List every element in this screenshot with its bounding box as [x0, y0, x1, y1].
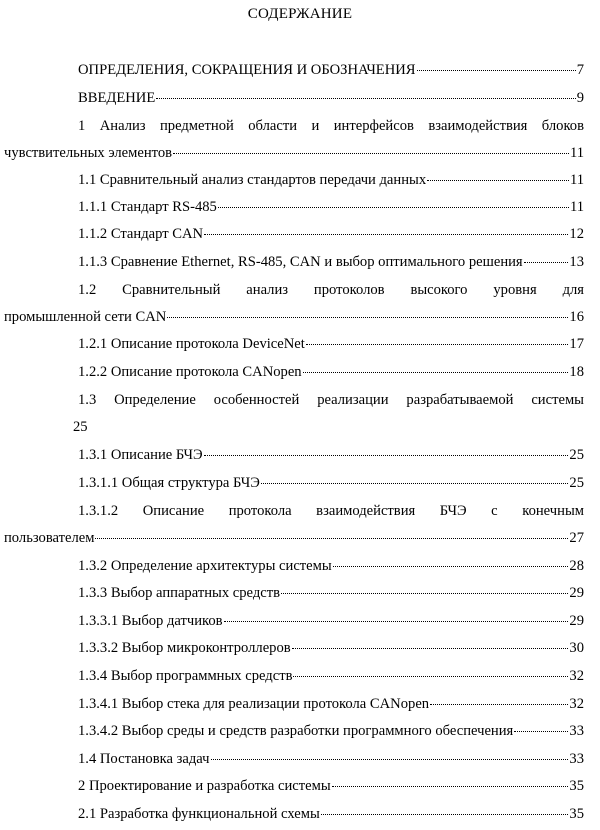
toc-entry-1-1-1[interactable] [78, 197, 584, 217]
toc-entry-text: 1.3.4 Выбор программных средств [78, 668, 293, 684]
leader-dots [427, 180, 569, 181]
leader-dots [204, 234, 568, 235]
toc-entry-text: 1.3.1.1 Общая структура БЧЭ [78, 475, 260, 491]
toc-entry-page: 28 [569, 558, 584, 574]
toc-entry-text: 2.1 Разработка функциональной схемы [78, 806, 320, 822]
leader-dots [156, 98, 575, 99]
leader-dots [306, 344, 569, 345]
toc-entry-1-1-3[interactable] [78, 252, 584, 272]
toc-entry-page: 32 [569, 668, 584, 684]
toc-entry-1-2-2[interactable] [78, 362, 584, 382]
toc-entry-section-1[interactable] [4, 143, 584, 163]
leader-dots [321, 814, 569, 815]
toc-entry-section-2[interactable] [78, 776, 584, 796]
leader-dots [332, 786, 569, 787]
leader-dots [261, 483, 569, 484]
leader-dots [95, 538, 568, 539]
toc-entry-page: 12 [569, 226, 584, 242]
leader-dots [224, 621, 569, 622]
toc-entry-page: 35 [569, 778, 584, 794]
toc-entry-page: 9 [576, 90, 584, 106]
toc-entry-1-3-4[interactable] [78, 666, 584, 686]
leader-dots [292, 648, 569, 649]
leader-dots [167, 317, 568, 318]
leader-dots [430, 704, 568, 705]
leader-dots [211, 759, 569, 760]
toc-entry-page: 32 [569, 696, 584, 712]
toc-entry-text: 1.4 Постановка задач [78, 751, 210, 767]
toc-entry-page: 25 [569, 447, 584, 463]
toc-entry-text: 1.1.2 Стандарт CAN [78, 226, 204, 242]
leader-dots [514, 731, 568, 732]
toc-entry-page: 11 [569, 172, 584, 188]
toc-entry-page: 33 [569, 751, 584, 767]
toc-entry-page: 7 [576, 62, 584, 78]
toc-entry-text: 1.3.4.1 Выбор стека для реализации протокола CANopen [78, 696, 430, 712]
toc-entry-text: промышленной сети CAN [4, 309, 167, 325]
toc-entry-page: 11 [569, 199, 584, 215]
toc-entry-page: 18 [569, 364, 584, 380]
toc-entry-1-3-1[interactable] [78, 445, 584, 465]
leader-dots [204, 455, 569, 456]
toc-title: СОДЕРЖАНИЕ [247, 6, 353, 22]
leader-dots [333, 566, 569, 567]
toc-entry-page: 29 [569, 613, 584, 629]
toc-entry-1-3-3[interactable] [78, 583, 584, 603]
toc-entry-1-3[interactable] [73, 417, 133, 437]
toc-entry-page: 11 [569, 145, 584, 161]
toc-entry-1-1-2[interactable] [78, 224, 584, 244]
leader-dots [218, 207, 569, 208]
toc-entry-1-1[interactable] [78, 170, 584, 190]
toc-entry-text: 1.3.1 Описание БЧЭ [78, 447, 203, 463]
toc-entry-page: 17 [569, 336, 584, 352]
toc-entry-section-1-line1[interactable]: 1 Анализ предметной области и интерфейсов взаимодействия блоков [78, 118, 584, 134]
toc-entry-text: чувствительных элементов [4, 145, 173, 161]
toc-entry-definitions[interactable] [78, 60, 584, 80]
toc-entry-text: 1.2.2 Описание протокола CANopen [78, 364, 302, 380]
toc-entry-1-3-2[interactable] [78, 556, 584, 576]
toc-entry-page: 27 [569, 530, 584, 546]
leader-dots [524, 262, 569, 263]
toc-entry-1-3-1-2[interactable] [4, 528, 584, 548]
leader-dots [281, 593, 568, 594]
toc-entry-text: 1.1 Сравнительный анализ стандартов передачи данных [78, 172, 427, 188]
toc-entry-text: 1.1.3 Сравнение Ethernet, RS-485, CAN и выбор оптимального решения [78, 254, 523, 270]
toc-entry-1-4[interactable] [78, 749, 584, 769]
toc-entry-1-3-line1[interactable]: 1.3 Определение особенностей реализации разрабатываемой системы [78, 392, 584, 408]
toc-entry-introduction[interactable] [78, 88, 584, 108]
toc-entry-page: 33 [569, 723, 584, 739]
leader-dots [303, 372, 569, 373]
toc-entry-text: пользователем [4, 530, 95, 546]
toc-entry-1-3-1-1[interactable] [78, 473, 584, 493]
toc-entry-text: 1.2.1 Описание протокола DeviceNet [78, 336, 305, 352]
toc-entry-text: ВВЕДЕНИЕ [78, 90, 156, 106]
toc-entry-1-3-1-2-line1[interactable]: 1.3.1.2 Описание протокола взаимодействия БЧЭ с конечным [78, 503, 584, 519]
toc-entry-1-2-1[interactable] [78, 334, 584, 354]
toc-entry-page: 16 [569, 309, 584, 325]
toc-entry-page: 30 [569, 640, 584, 656]
toc-entry-text: 1.3.3.1 Выбор датчиков [78, 613, 223, 629]
toc-entry-1-3-3-2[interactable] [78, 638, 584, 658]
toc-entry-text: 1.1.1 Стандарт RS-485 [78, 199, 217, 215]
toc-entry-text: 1.3.3 Выбор аппаратных средств [78, 585, 280, 601]
toc-entry-1-3-4-1[interactable] [78, 694, 584, 714]
toc-entry-1-3-3-1[interactable] [78, 611, 584, 631]
toc-entry-text: ОПРЕДЕЛЕНИЯ, СОКРАЩЕНИЯ И ОБОЗНАЧЕНИЯ [78, 62, 416, 78]
toc-entry-1-3-4-2[interactable] [78, 721, 584, 741]
toc-entry-text: 1.3.3.2 Выбор микроконтроллеров [78, 640, 291, 656]
toc-entry-1-2[interactable] [4, 307, 584, 327]
toc-entry-page: 13 [569, 254, 584, 270]
toc-entry-2-1[interactable] [78, 804, 584, 824]
leader-dots [293, 676, 568, 677]
leader-dots [173, 153, 569, 154]
toc-entry-text: 1.3.4.2 Выбор среды и средств разработки программного обеспечения [78, 723, 514, 739]
toc-entry-page: 25 [569, 475, 584, 491]
leader-dots [417, 70, 576, 71]
toc-entry-page: 29 [569, 585, 584, 601]
toc-entry-page: 25 [73, 419, 88, 435]
toc-entry-text: 1.3.2 Определение архитектуры системы [78, 558, 332, 574]
toc-entry-1-2-line1[interactable]: 1.2 Сравнительный анализ протоколов высокого уровня для [78, 282, 584, 298]
toc-entry-page: 35 [569, 806, 584, 822]
toc-entry-text: 2 Проектирование и разработка системы [78, 778, 331, 794]
